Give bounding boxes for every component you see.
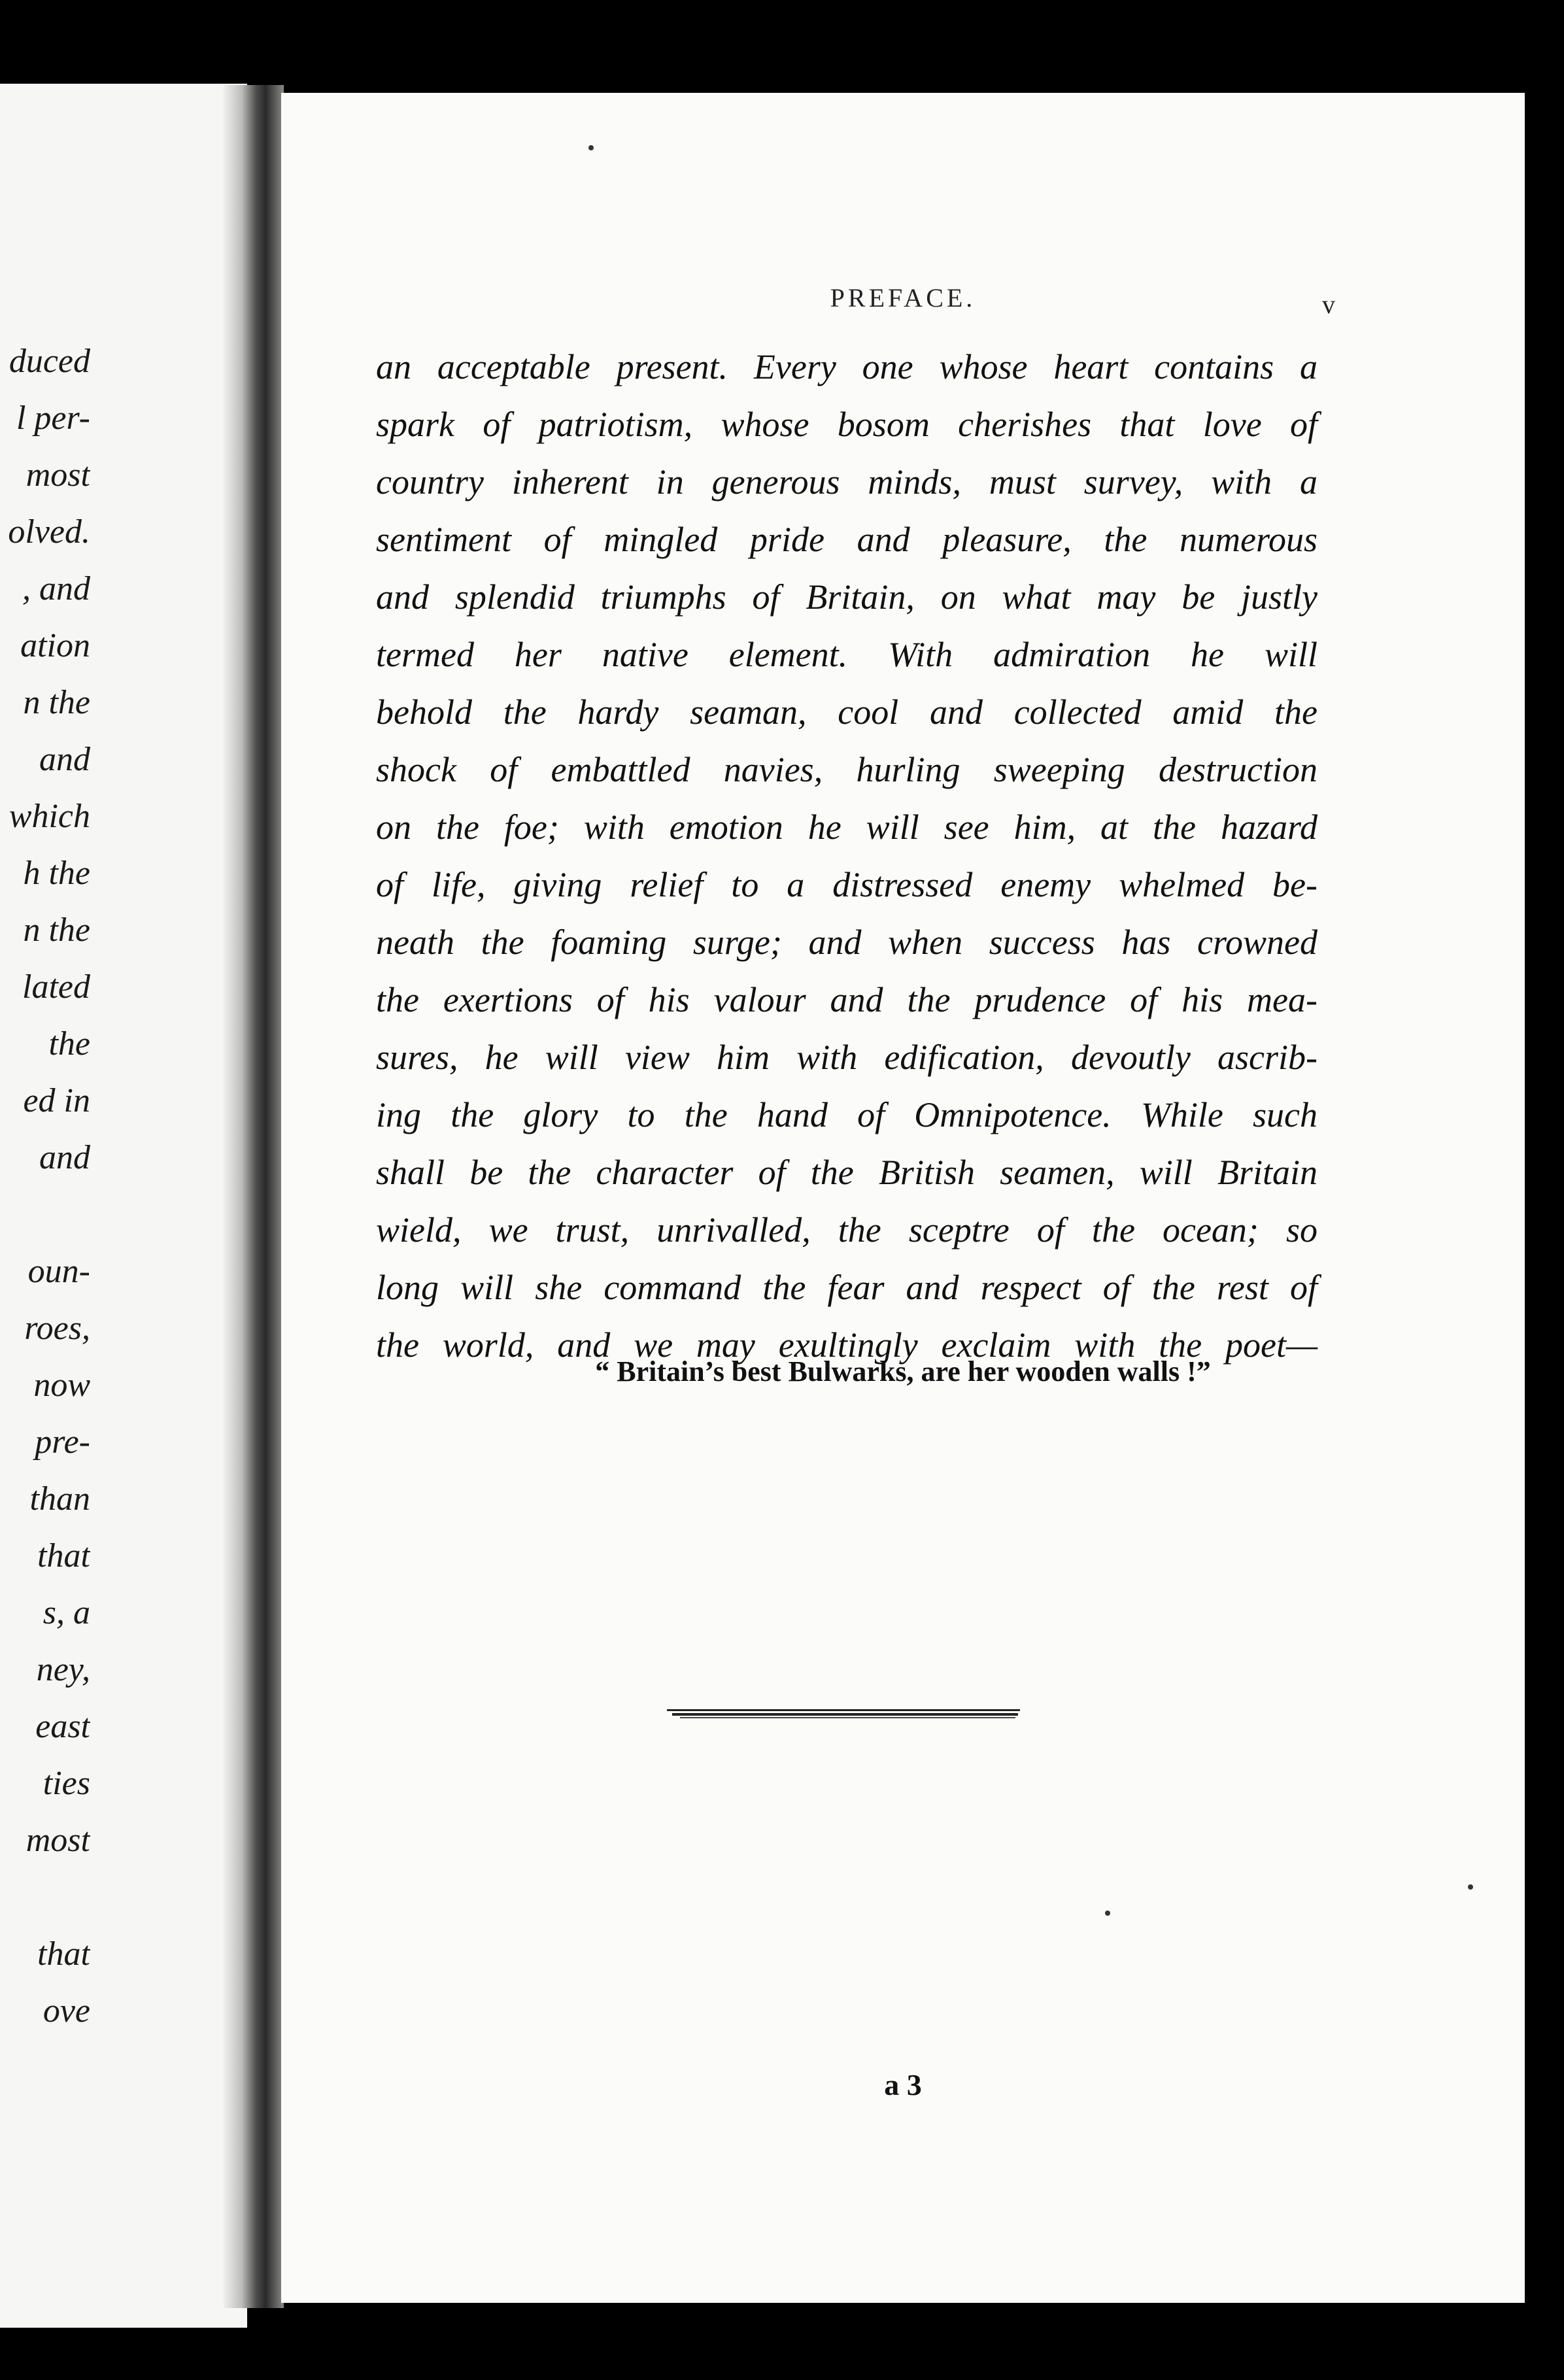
facing-page-line-text: h the	[23, 855, 90, 892]
facing-page-line	[0, 1476, 90, 1522]
facing-page-line-text: roes,	[24, 1310, 90, 1347]
facing-page-line	[0, 566, 90, 612]
page-number: v	[1322, 290, 1335, 319]
signature-mark: a 3	[884, 2068, 922, 2101]
facing-page-line	[0, 1875, 90, 1920]
facing-page-line	[0, 339, 90, 384]
facing-page-line-text: ney,	[36, 1651, 90, 1688]
facing-page-line-text: now	[33, 1367, 90, 1404]
facing-page-line-text: and	[39, 1139, 90, 1176]
body-line: an acceptable present. Every one whose heart contains a	[376, 347, 1318, 386]
body-line: ing the glory to the hand of Omnipotence. While such	[376, 1095, 1318, 1134]
facing-page-line	[0, 1192, 90, 1238]
body-line: sentiment of mingled pride and pleasure, the numerous	[376, 520, 1318, 559]
facing-page-line	[0, 1533, 90, 1579]
decorative-rule	[667, 1709, 1020, 1720]
facing-page-line-text: most	[26, 456, 90, 494]
facing-page-line-text: that	[37, 1935, 90, 1973]
facing-page-line	[0, 1135, 90, 1181]
body-line: on the foe; with emotion he will see him, at the hazard	[376, 808, 1318, 847]
facing-page-line	[0, 737, 90, 783]
facing-page-line-text: pre-	[35, 1423, 90, 1461]
body-line: the exertions of his valour and the prudence of his mea-	[376, 980, 1318, 1019]
facing-page-line-text: oun-	[27, 1253, 90, 1290]
facing-page-line	[0, 1363, 90, 1408]
facing-page-line-text: ove	[42, 1992, 90, 2030]
facing-page-line	[0, 964, 90, 1010]
facing-page-line-text: , and	[22, 570, 90, 607]
facing-page-line	[0, 1078, 90, 1124]
facing-page-line	[0, 1761, 90, 1807]
facing-page-line-text: which	[8, 798, 90, 835]
verse-quotation: “ Britain’s best Bulwarks, are her wooden walls !”	[595, 1355, 1211, 1387]
body-line: the world, and we may exultingly exclaim with the poet—	[376, 1325, 1318, 1365]
body-line: country inherent in generous minds, must survey, with a	[376, 462, 1318, 502]
facing-page-line-text: ation	[20, 627, 90, 664]
running-head: PREFACE.	[830, 283, 976, 313]
facing-page-line	[0, 509, 90, 555]
ink-speck	[1468, 1884, 1473, 1890]
facing-page-line	[0, 1931, 90, 1977]
facing-page-line	[0, 1306, 90, 1352]
facing-page-line	[0, 908, 90, 953]
facing-page-line	[0, 623, 90, 669]
facing-page-line-text: the	[48, 1025, 90, 1062]
facing-page-line-text: and	[39, 741, 90, 778]
facing-page-line-text: most	[26, 1822, 90, 1859]
ink-speck	[1105, 1911, 1110, 1916]
ink-speck	[588, 145, 594, 150]
body-line: of life, giving relief to a distressed enemy whelmed be-	[376, 865, 1318, 904]
facing-page-line	[0, 1021, 90, 1067]
facing-page-line-text: ties	[42, 1765, 90, 1802]
facing-page	[0, 84, 247, 2328]
facing-page-line-text: olved.	[8, 513, 90, 551]
facing-page-line-text: that	[37, 1537, 90, 1574]
facing-page-line-text: than	[29, 1480, 90, 1518]
facing-page-line	[0, 794, 90, 840]
facing-page-line-text: duced	[8, 343, 90, 380]
facing-page-line	[0, 1818, 90, 1863]
facing-page-line-text: ed in	[23, 1082, 90, 1119]
body-line: sures, he will view him with edification, devoutly ascrib-	[376, 1038, 1318, 1077]
facing-page-line	[0, 851, 90, 896]
facing-page-line	[0, 396, 90, 441]
facing-page-line-text: lated	[22, 968, 90, 1006]
facing-page-line-text: s, a	[42, 1594, 90, 1631]
body-line: spark of patriotism, whose bosom cherishes that love of	[376, 405, 1318, 444]
main-page	[281, 93, 1525, 2303]
facing-page-line-text: n the	[23, 911, 90, 949]
facing-page-line	[0, 1647, 90, 1693]
body-line: long will she command the fear and respect of the rest of	[376, 1268, 1318, 1307]
body-line: wield, we trust, unrivalled, the sceptre of the ocean; so	[376, 1210, 1318, 1250]
body-line: shall be the character of the British seamen, will Britain	[376, 1153, 1318, 1192]
facing-page-line	[0, 680, 90, 726]
facing-page-line-text: n the	[23, 684, 90, 721]
preface-body-text	[376, 338, 1318, 1374]
body-line: behold the hardy seaman, cool and collected amid the	[376, 692, 1318, 732]
facing-page-line	[0, 1590, 90, 1636]
body-line: shock of embattled navies, hurling sweeping destruction	[376, 750, 1318, 789]
body-line: and splendid triumphs of Britain, on what may be justly	[376, 577, 1318, 617]
facing-page-line-text: east	[35, 1708, 90, 1745]
facing-page-line	[0, 1704, 90, 1750]
facing-page-line	[0, 1249, 90, 1295]
book-gutter	[224, 85, 284, 2308]
facing-page-line	[0, 1420, 90, 1465]
facing-page-line	[0, 1988, 90, 2034]
body-line: termed her native element. With admiration he will	[376, 635, 1318, 674]
facing-page-line	[0, 452, 90, 498]
body-line: neath the foaming surge; and when success has crowned	[376, 923, 1318, 962]
facing-page-line-text: l per-	[16, 400, 90, 437]
